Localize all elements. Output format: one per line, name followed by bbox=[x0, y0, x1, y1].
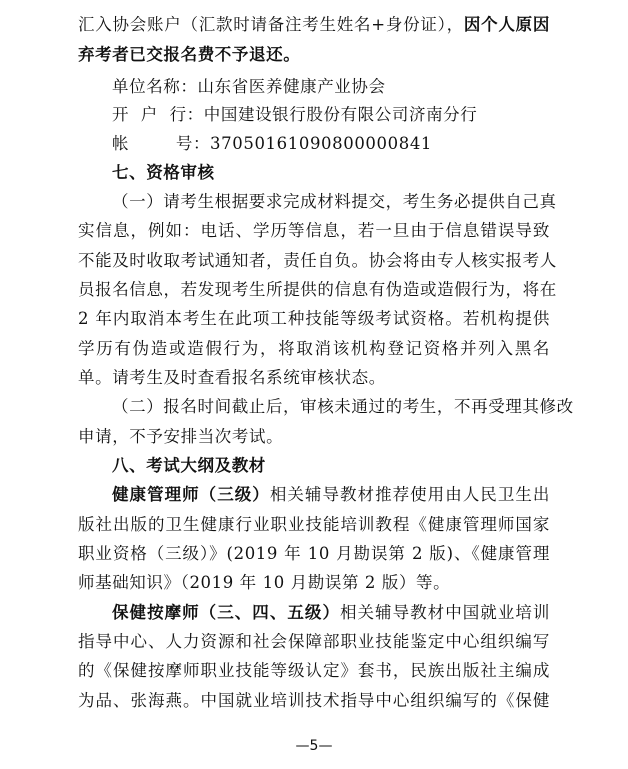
text-line: 的《保健按摩师职业技能等级认定》套书，民族出版社主编成 bbox=[78, 661, 550, 680]
page-number: —5— bbox=[295, 738, 333, 754]
text-line: 申请，不予安排当次考试。 bbox=[78, 427, 284, 446]
text-line: （二）报名时间截止后，审核未通过的考生，不再受理其修改 bbox=[112, 397, 574, 416]
text-line: 2 年内取消本考生在此项工种技能等级考试资格。若机构提供 bbox=[78, 309, 550, 328]
text-line: 保健按摩师（三、四、五级）相关辅导教材中国就业培训 bbox=[112, 603, 550, 622]
text-line: 健康管理师（三级）相关辅导教材推荐使用由人民卫生出 bbox=[112, 485, 550, 504]
text-line: 指导中心、人力资源和社会保障部职业技能鉴定中心组织编写 bbox=[78, 632, 550, 651]
text-line: 职业资格（三级）》(2019 年 10 月勘误第 2 版)、《健康管理 bbox=[78, 544, 550, 563]
text-line: 单。请考生及时查看报名系统审核状态。 bbox=[78, 368, 386, 387]
text-line: 不能及时收取考试通知者，责任自负。协会将由专人核实报考人 bbox=[78, 251, 557, 270]
text-line: 版社出版的卫生健康行业职业技能培训教程《健康管理师国家 bbox=[78, 515, 550, 534]
text-line: 为品、张海燕。中国就业培训技术指导中心组织编写的《保健 bbox=[78, 691, 550, 710]
text-line: 汇入协会账户（汇款时请备注考生姓名+身份证），因个人原因 bbox=[78, 15, 551, 34]
section-heading: 八、考试大纲及教材 bbox=[112, 456, 266, 475]
text-line: 弃考者已交报名费不予退还。 bbox=[78, 45, 301, 64]
account-name-line: 单位名称：山东省医养健康产业协会 bbox=[112, 77, 386, 96]
account-number-line: 帐 号：37050161090800000841 bbox=[112, 134, 433, 153]
text-line: 学历有伪造或造假行为，将取消该机构登记资格并列入黑名 bbox=[78, 339, 550, 358]
bank-line: 开 户 行：中国建设银行股份有限公司济南分行 bbox=[112, 105, 478, 124]
section-heading: 七、资格审核 bbox=[112, 163, 215, 182]
text-line: （一）请考生根据要求完成材料提交，考生务必提供自己真 bbox=[112, 192, 557, 211]
text-line: 师基础知识》（2019 年 10 月勘误第 2 版）等。 bbox=[78, 573, 451, 592]
text-line: 员报名信息，若发现考生所提供的信息有伪造或造假行为，将在 bbox=[78, 280, 557, 299]
text-line: 实信息，例如：电话、学历等信息，若一旦由于信息错误导致 bbox=[78, 221, 550, 240]
